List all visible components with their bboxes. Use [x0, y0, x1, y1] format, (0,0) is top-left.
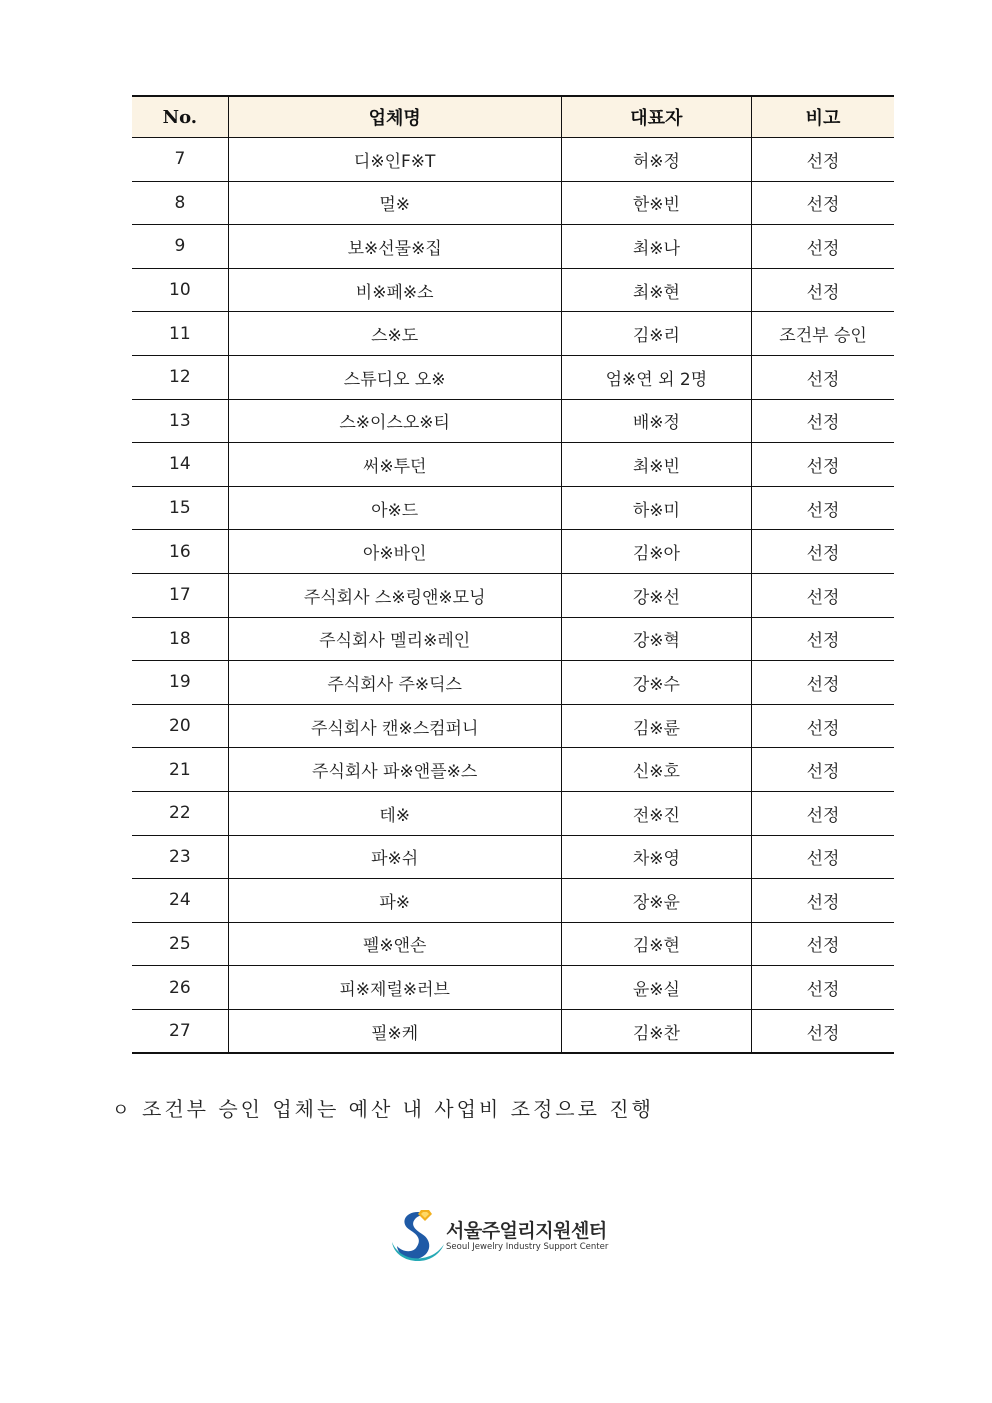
cell-company: 주식회사 멜리※레인 — [228, 617, 561, 661]
cell-ceo: 강※선 — [561, 573, 752, 617]
table-row — [132, 355, 894, 399]
cell-no: 27 — [132, 1009, 228, 1053]
cell-ceo: 하※미 — [561, 486, 752, 530]
cell-no: 10 — [132, 268, 228, 312]
cell-note: 조건부 승인 — [752, 312, 894, 356]
cell-no: 8 — [132, 181, 228, 225]
cell-note: 선정 — [752, 138, 894, 182]
cell-ceo: 전※진 — [561, 791, 752, 835]
table-row — [132, 966, 894, 1010]
table-row — [132, 617, 894, 661]
cell-ceo: 한※빈 — [561, 181, 752, 225]
cell-ceo: 김※현 — [561, 922, 752, 966]
cell-ceo: 최※빈 — [561, 443, 752, 487]
cell-company: 아※드 — [228, 486, 561, 530]
table-row — [132, 704, 894, 748]
table-row — [132, 225, 894, 269]
cell-company: 디※인F※T — [228, 138, 561, 182]
center-logo — [388, 1206, 618, 1266]
cell-note: 선정 — [752, 748, 894, 792]
cell-no: 16 — [132, 530, 228, 574]
cell-ceo: 신※호 — [561, 748, 752, 792]
logo-name-english: Seoul Jewelry Industry Support Center — [446, 1242, 609, 1252]
cell-no: 17 — [132, 573, 228, 617]
cell-note: 선정 — [752, 486, 894, 530]
table-row — [132, 312, 894, 356]
cell-no: 7 — [132, 138, 228, 182]
cell-ceo: 최※나 — [561, 225, 752, 269]
cell-no: 26 — [132, 966, 228, 1010]
cell-note: 선정 — [752, 661, 894, 705]
cell-note: 선정 — [752, 530, 894, 574]
cell-no: 12 — [132, 355, 228, 399]
note-bullet: ㅇ — [112, 1100, 133, 1121]
cell-company: 테※ — [228, 791, 561, 835]
cell-ceo: 엄※연 외 2명 — [561, 355, 752, 399]
selection-results-table-container — [132, 95, 894, 1054]
cell-ceo: 차※영 — [561, 835, 752, 879]
cell-note: 선정 — [752, 617, 894, 661]
cell-ceo: 최※현 — [561, 268, 752, 312]
table-row — [132, 661, 894, 705]
table-row — [132, 486, 894, 530]
cell-note: 선정 — [752, 181, 894, 225]
cell-no: 23 — [132, 835, 228, 879]
cell-company: 파※쉬 — [228, 835, 561, 879]
cell-note: 선정 — [752, 835, 894, 879]
logo-name-korean: 서울주얼리지원센터 — [446, 1220, 607, 1242]
table-row — [132, 922, 894, 966]
table-row — [132, 399, 894, 443]
cell-ceo: 강※수 — [561, 661, 752, 705]
cell-no: 15 — [132, 486, 228, 530]
cell-note: 선정 — [752, 268, 894, 312]
cell-no: 18 — [132, 617, 228, 661]
cell-company: 펠※앤손 — [228, 922, 561, 966]
header-note: 비고 — [752, 96, 894, 138]
header-ceo: 대표자 — [561, 96, 752, 138]
cell-note: 선정 — [752, 443, 894, 487]
cell-company: 멀※ — [228, 181, 561, 225]
cell-company: 스※이스오※티 — [228, 399, 561, 443]
cell-company: 주식회사 주※딕스 — [228, 661, 561, 705]
cell-note: 선정 — [752, 922, 894, 966]
cell-no: 9 — [132, 225, 228, 269]
cell-note: 선정 — [752, 966, 894, 1010]
logo-emblem-icon — [388, 1206, 446, 1266]
cell-no: 20 — [132, 704, 228, 748]
cell-note: 선정 — [752, 1009, 894, 1053]
cell-note: 선정 — [752, 399, 894, 443]
table-row — [132, 791, 894, 835]
cell-company: 필※케 — [228, 1009, 561, 1053]
cell-company: 보※선물※집 — [228, 225, 561, 269]
cell-ceo: 장※윤 — [561, 879, 752, 923]
cell-note: 선정 — [752, 879, 894, 923]
cell-company: 써※투던 — [228, 443, 561, 487]
cell-ceo: 허※정 — [561, 138, 752, 182]
cell-company: 주식회사 파※앤플※스 — [228, 748, 561, 792]
selection-results-table — [132, 95, 894, 1054]
cell-company: 스※도 — [228, 312, 561, 356]
cell-no: 25 — [132, 922, 228, 966]
cell-ceo: 강※혁 — [561, 617, 752, 661]
cell-company: 피※제럴※러브 — [228, 966, 561, 1010]
cell-no: 21 — [132, 748, 228, 792]
cell-no: 13 — [132, 399, 228, 443]
cell-company: 파※ — [228, 879, 561, 923]
table-row — [132, 835, 894, 879]
table-row — [132, 181, 894, 225]
table-row — [132, 443, 894, 487]
header-company: 업체명 — [228, 96, 561, 138]
cell-no: 22 — [132, 791, 228, 835]
note-text: 조건부 승인 업체는 예산 내 사업비 조정으로 진행 — [142, 1097, 654, 1121]
cell-ceo: 김※찬 — [561, 1009, 752, 1053]
table-row — [132, 1009, 894, 1053]
cell-ceo: 배※정 — [561, 399, 752, 443]
cell-company: 아※바인 — [228, 530, 561, 574]
table-row — [132, 879, 894, 923]
cell-note: 선정 — [752, 355, 894, 399]
table-row — [132, 748, 894, 792]
cell-ceo: 김※륜 — [561, 704, 752, 748]
cell-no: 14 — [132, 443, 228, 487]
cell-company: 주식회사 캔※스컴퍼니 — [228, 704, 561, 748]
cell-note: 선정 — [752, 573, 894, 617]
table-row — [132, 268, 894, 312]
cell-note: 선정 — [752, 704, 894, 748]
table-row — [132, 573, 894, 617]
cell-ceo: 윤※실 — [561, 966, 752, 1010]
cell-company: 비※페※소 — [228, 268, 561, 312]
cell-no: 11 — [132, 312, 228, 356]
cell-ceo: 김※아 — [561, 530, 752, 574]
table-header-row — [132, 96, 894, 138]
cell-company: 주식회사 스※링앤※모닝 — [228, 573, 561, 617]
table-row — [132, 530, 894, 574]
cell-company: 스튜디오 오※ — [228, 355, 561, 399]
cell-note: 선정 — [752, 225, 894, 269]
cell-note: 선정 — [752, 791, 894, 835]
cell-no: 24 — [132, 879, 228, 923]
conditional-approval-note — [112, 1093, 654, 1122]
header-no: No. — [132, 96, 228, 138]
table-body — [132, 138, 894, 1054]
cell-ceo: 김※리 — [561, 312, 752, 356]
table-row — [132, 138, 894, 182]
cell-no: 19 — [132, 661, 228, 705]
